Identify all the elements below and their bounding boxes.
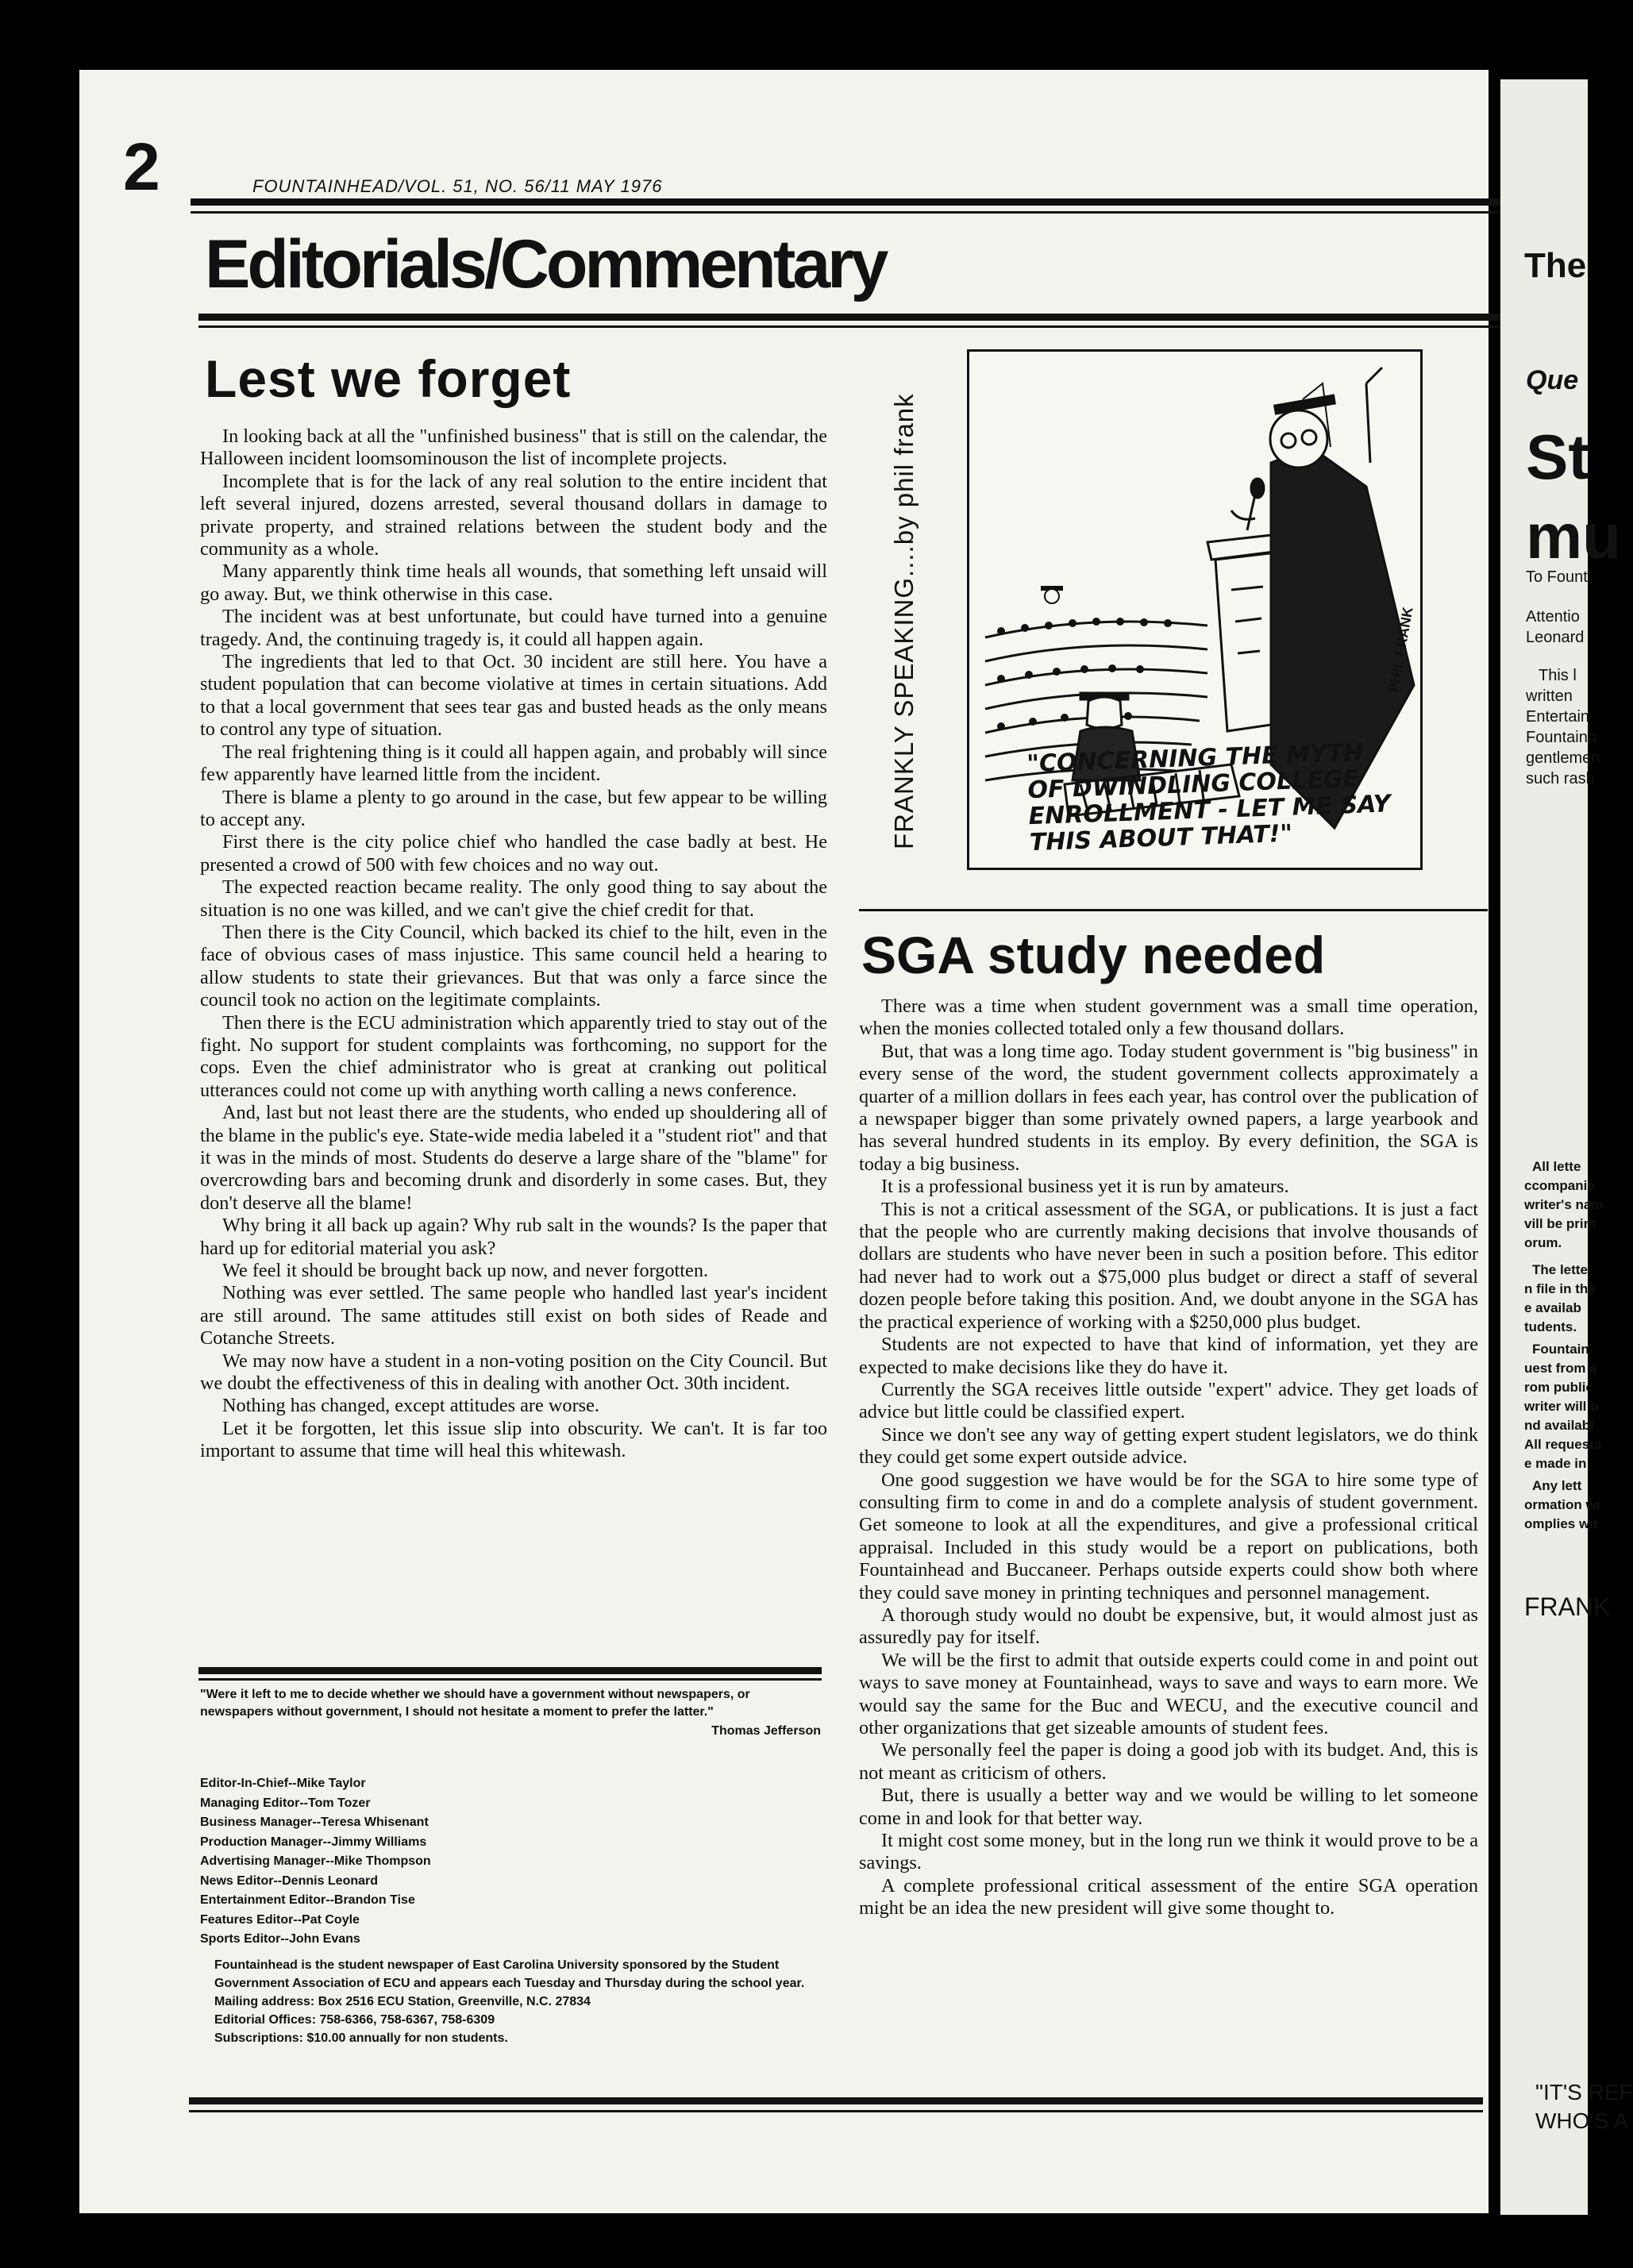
quote-attribution: Thomas Jefferson <box>711 1724 821 1738</box>
sga-study-body <box>859 995 1478 1920</box>
body-paragraph: Incomplete that is for the lack of any real solution to the entire incident that left several injured, dozens arrested, several thousand dollars in damage to private property, and strained relations between the student body and the community as a whole. <box>200 470 827 560</box>
body-paragraph: We will be the first to admit that outside experts could come in and point out ways to save money at Fountainhead, ways to save and ways to earn more. We would say the same for the Buc and WECU, and the executive council and other organizations that get sizeable amounts of student fees. <box>859 1649 1478 1739</box>
subscriptions: Subscriptions: $10.00 annually for non students. <box>214 2031 508 2045</box>
body-paragraph: The expected reaction became reality. The only good thing to say about the situation is no one was killed, and we can't give the chief credit for that. <box>200 876 827 921</box>
adjacent-fragment: nd availabl <box>1524 1418 1594 1433</box>
staff-list <box>200 1774 821 1950</box>
adjacent-fragment: tudents. <box>1524 1319 1577 1334</box>
body-paragraph: A thorough study would no doubt be expensive, but, it would almost just as assuredly pay for itself. <box>859 1604 1478 1649</box>
adjacent-fragment: vill be print <box>1524 1216 1596 1231</box>
adjacent-fragment: "IT'S REF <box>1535 2080 1633 2104</box>
body-paragraph: Many apparently think time heals all wounds, that something left unsaid will go away. But, we think otherwise in this case. <box>200 560 827 605</box>
page-number: 2 <box>123 129 160 204</box>
footer-rule <box>189 2097 1483 2104</box>
adjacent-fragment: All lette <box>1532 1159 1581 1174</box>
staff-line: Sports Editor--John Evans <box>200 1932 360 1946</box>
body-paragraph: We personally feel the paper is doing a good job with its budget. And, this is not meant as criticism of others. <box>859 1739 1478 1784</box>
adjacent-fragment: Any lett <box>1532 1478 1582 1493</box>
quote-rule-top-thin <box>198 1678 822 1681</box>
adjacent-fragment: written <box>1526 687 1573 705</box>
adjacent-fragment: WHO'S A <box>1535 2108 1629 2133</box>
body-paragraph: It might cost some money, but in the long run we think it would prove to be a savings. <box>859 1830 1478 1874</box>
body-paragraph: Nothing was ever settled. The same people who handled last year's incident are still around. The same attitudes still exist on both sides of Reade and Cotanche Streets. <box>200 1282 827 1350</box>
adjacent-fragment: The lette <box>1532 1262 1588 1277</box>
body-paragraph: Nothing has changed, except attitudes are worse. <box>222 1395 599 1417</box>
cartoon-credit: FRANKLY SPEAKING....by phil frank <box>889 393 919 849</box>
adjacent-fragment: St <box>1526 422 1589 492</box>
quote-text: "Were it left to me to decide whether we should have a government without newspapers, or newspapers without government, I should not hesitate a moment to prefer the latter." <box>200 1688 750 1719</box>
adjacent-fragment: Que <box>1526 365 1579 395</box>
body-paragraph: Students are not expected to have that kind of information, yet they are expected to make decisions like they do have it. <box>859 1334 1478 1378</box>
adjacent-fragment: FRANK <box>1524 1592 1611 1621</box>
folio-line: FOUNTAINHEAD/VOL. 51, NO. 56/11 MAY 1976 <box>252 176 663 196</box>
body-paragraph: It is a professional business yet it is run by amateurs. <box>881 1176 1289 1198</box>
body-paragraph: Then there is the ECU administration which apparently tried to stay out of the fight. No support for student complaints was forthcoming, no support for the cops. Even the chief administrator who is great at cranking out political utterances could not come up with anything worth calling a news conference. <box>200 1011 827 1101</box>
body-paragraph: There is blame a plenty to go around in the case, but few appear to be willing to accept any. <box>200 786 827 830</box>
adjacent-fragment: n file in the <box>1524 1281 1596 1296</box>
adjacent-fragment: rom public <box>1524 1380 1593 1395</box>
cartoon-signature: PHIL FRANK <box>1385 605 1416 694</box>
body-paragraph: One good suggestion we have would be for the SGA to hire some type of consulting firm to come in and do a complete analysis of student government. Get someone to look at all the expenditures, and give a professional critical appraisal. Included in this study would be a report on publications, both Fountainhead and Buccaneer. Perhaps outside experts could show both where they could save money in printing techniques and personnel management. <box>859 1469 1478 1604</box>
body-paragraph: There was a time when student government was a small time operation, when the monies collected totaled only a few thousand dollars. <box>859 995 1478 1040</box>
lest-we-forget-body <box>200 425 827 1463</box>
adjacent-fragment: Leonard <box>1526 629 1585 646</box>
staff-line: Editor-In-Chief--Mike Taylor <box>200 1777 366 1790</box>
body-paragraph: Currently the SGA receives little outside "expert" advice. They get loads of advice but little could be classified expert. <box>859 1378 1478 1423</box>
body-paragraph: The real frightening thing is it could all happen again, and probably will since few apparently have learned little from the incident. <box>200 741 827 786</box>
body-paragraph: In looking back at all the "unfinished business" that is still on the calendar, the Halloween incident loomsominouson the list of incomplete projects. <box>200 425 827 470</box>
adjacent-fragment: such rash <box>1526 770 1595 787</box>
staff-line: Features Editor--Pat Coyle <box>200 1912 360 1927</box>
header-rule-top <box>191 198 1500 206</box>
adjacent-fragment: All requests <box>1524 1437 1602 1452</box>
header-rule-bottom <box>198 314 1500 321</box>
adjacent-fragment: Fountainh <box>1526 729 1596 746</box>
header-rule-bottom-thin <box>198 325 1500 328</box>
editorial-offices: Editorial Offices: 758-6366, 758-6367, 758-6309 <box>214 2012 495 2027</box>
jefferson-quote <box>200 1686 821 1740</box>
column-rule <box>859 909 1488 911</box>
section-title: Editorials/Commentary <box>205 226 886 302</box>
body-paragraph: But, that was a long time ago. Today student government is "big business" in every sense of the word, the student government collects approximately a quarter of a million dollars in fees each year, has control over the publication of a newspaper bigger than some privately owned papers, a large yearbook and has several hundred students in its employ. By every definition, the SGA is today a big business. <box>859 1040 1478 1175</box>
header-rule-top-thin <box>191 211 1500 214</box>
sga-study-headline: SGA study needed <box>861 926 1326 984</box>
staff-line: News Editor--Dennis Leonard <box>200 1873 379 1888</box>
staff-line: Managing Editor--Tom Tozer <box>200 1796 371 1810</box>
cartoon-caption: "CONCERNING THE MYTH OF DWINDLING COLLEGE ENROLLMENT - LET ME SAY THIS ABOUT THAT!" <box>1026 738 1392 857</box>
body-paragraph: The ingredients that led to that Oct. 30 incident are still here. You have a student population that can become violative at times in certain situations. Add to that a local government that sees tear gas and busted heads as the only means to control any type of situation. <box>200 651 827 741</box>
staff-line: Business Manager--Teresa Whisenant <box>200 1816 429 1829</box>
staff-line: Entertainment Editor--Brandon Tise <box>200 1893 415 1907</box>
adjacent-fragment: e availab <box>1524 1300 1581 1315</box>
body-paragraph: We feel it should be brought back up now, and never forgotten. <box>222 1260 709 1282</box>
adjacent-fragment: mu <box>1526 501 1621 572</box>
adjacent-fragment: gentlemen <box>1526 749 1600 767</box>
adjacent-fragment: The <box>1524 246 1587 285</box>
adjacent-fragment: orum. <box>1524 1235 1562 1250</box>
adjacent-page <box>1500 79 1633 2215</box>
body-paragraph: Why bring it all back up again? Why rub salt in the wounds? Is the paper that hard up for editorial material you ask? <box>200 1215 827 1259</box>
body-paragraph: Let it be forgotten, let this issue slip into obscurity. We can't. It is far too important to assume that time will heal this whitewash. <box>200 1417 827 1462</box>
adjacent-fragment: Fountain <box>1532 1342 1589 1357</box>
body-paragraph: Then there is the City Council, which backed its chief to the hilt, even in the face of obvious cases of mass injustice. This same council held a hearing to allow students to state their grievances. But that was only a farce since the council took no action on the legitimate complaints. <box>200 921 827 1011</box>
quote-rule-top <box>198 1667 822 1674</box>
body-paragraph: Since we don't see any way of getting expert student legislators, we do think they could get some expert outside advice. <box>859 1423 1478 1469</box>
body-paragraph: And, last but not least there are the students, who ended up shouldering all of the blame in the public's eye. State-wide media labeled it a "student riot" and that it was in the minds of most. Students do deserve a large share of the "blame" for overcrowding bars and becoming drunk and disorderly in some cases. But, they don't deserve all the blame! <box>200 1102 828 1214</box>
mailing-address: Mailing address: Box 2516 ECU Station, Greenville, N.C. 27834 <box>214 1994 591 2008</box>
adjacent-fragment: writer's nam <box>1524 1197 1604 1212</box>
adjacent-fragment: omplies wit <box>1524 1516 1598 1531</box>
lest-we-forget-headline: Lest we forget <box>205 349 572 408</box>
body-paragraph: This is not a critical assessment of the SGA, or publications. It is just a fact that the people who are currently making decisions that involve thousands of dollars are students who have never been in such a position before. This editor had never had to work out a $75,000 plus budget or direct a staff of several dozen people before taking this position. And, we doubt anyone in the SGA has the practical experience of working with a $250,000 plus budget. <box>859 1198 1478 1333</box>
adjacent-fragment: This l <box>1539 667 1577 684</box>
adjacent-fragment: writer will b <box>1524 1399 1599 1414</box>
masthead <box>200 1774 821 2047</box>
staff-line: Production Manager--Jimmy Williams <box>200 1835 427 1849</box>
body-paragraph: We may now have a student in a non-voting position on the City Council. But we doubt the effectiveness of this in dealing with another Oct. 30th incident. <box>200 1350 827 1395</box>
adjacent-fragment: Attentio <box>1526 608 1580 626</box>
adjacent-fragment: To Fount <box>1526 568 1588 586</box>
publication-statement: Fountainhead is the student newspaper of East Carolina University sponsored by the Student Government Association of ECU and appears each Tuesday and Thursday during the school year. <box>214 1958 805 1990</box>
body-paragraph: First there is the city police chief who handled the case badly at best. He presented a crowd of 500 with few choices and no way out. <box>200 831 827 876</box>
body-paragraph: The incident was at best unfortunate, but could have turned into a genuine tragedy. And, the continuing tragedy is, it could all happen again. <box>200 606 827 650</box>
body-paragraph: A complete professional critical assessment of the entire SGA operation might be an idea the new president will give some thought to. <box>859 1874 1478 1920</box>
footer-rule-thin <box>189 2110 1483 2112</box>
adjacent-fragment: ccompanie <box>1524 1178 1595 1193</box>
adjacent-fragment: e made in <box>1524 1456 1587 1471</box>
adjacent-fragment: uest from a <box>1524 1361 1597 1376</box>
publication-info <box>200 1956 821 2047</box>
adjacent-fragment: ormation wi <box>1524 1497 1600 1512</box>
body-paragraph: But, there is usually a better way and we would be willing to let someone come in and look for that better way. <box>859 1785 1478 1829</box>
staff-line: Advertising Manager--Mike Thompson <box>200 1854 431 1868</box>
adjacent-fragment: Entertain <box>1526 708 1590 726</box>
